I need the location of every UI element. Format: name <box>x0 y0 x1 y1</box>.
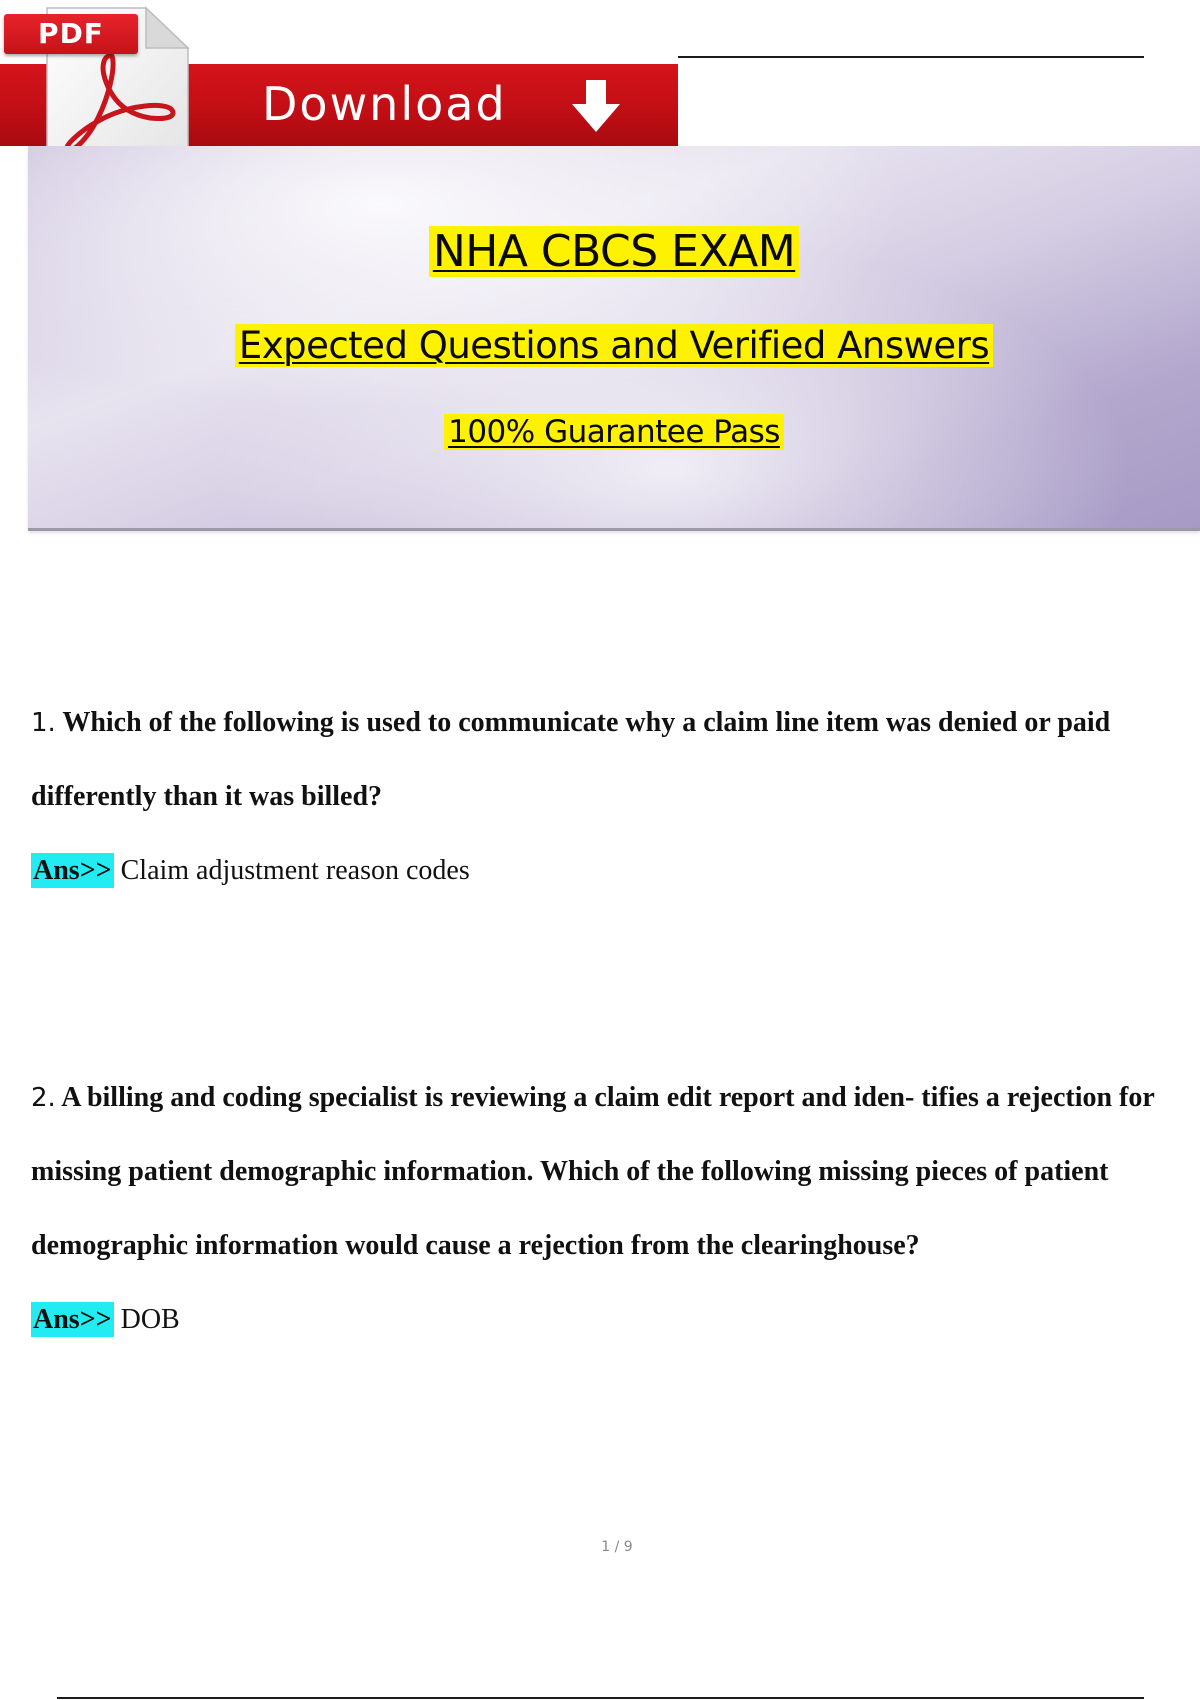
pdf-badge-label: PDF <box>38 17 104 50</box>
question-number: 2. <box>31 1083 56 1113</box>
download-arrow-icon <box>566 78 626 134</box>
answer-prefix: Ans>> <box>33 855 112 886</box>
question-body: Which of the following is used to communicate why a claim line item was denied or paid differently than it was billed? <box>31 707 1111 812</box>
answer-line <box>31 1283 1181 1357</box>
document-subtitle-text: Expected Questions and Verified Answers <box>235 324 993 367</box>
answer-line <box>31 834 1181 908</box>
answer-prefix: Ans>> <box>33 1304 112 1335</box>
page-indicator: 1 / 9 <box>601 1539 633 1555</box>
header-rule <box>678 56 1144 58</box>
document-tagline-text: 100% Guarantee Pass <box>444 414 784 450</box>
question-block-2 <box>31 1061 1181 1357</box>
question-text <box>31 686 1181 834</box>
title-panel <box>28 146 1200 531</box>
answer-text: DOB <box>120 1304 180 1335</box>
document-tagline <box>28 414 1200 450</box>
document-subtitle <box>28 324 1200 367</box>
download-label: Download <box>262 77 507 131</box>
question-number: 1. <box>31 708 56 738</box>
document-title <box>28 226 1200 277</box>
document-title-text: NHA CBCS EXAM <box>429 226 799 277</box>
answer-text: Claim adjustment reason codes <box>120 855 470 886</box>
pdf-badge <box>4 14 138 54</box>
question-body: A billing and coding specialist is reviewing a claim edit report and iden- tifies a rejection for missing patient demographic information. Which of the following missing pieces of patient demographic information would cause a rejection from the clearinghouse? <box>31 1082 1155 1261</box>
footer-rule <box>57 1697 1144 1699</box>
question-text <box>31 1061 1181 1283</box>
question-block-1 <box>31 686 1181 908</box>
